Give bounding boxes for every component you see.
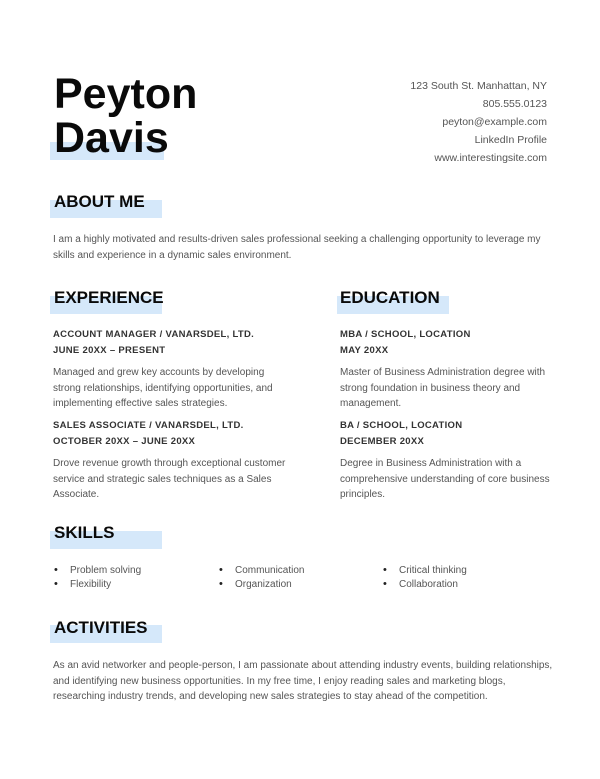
degree-description: Degree in Business Administration with a comprehensive understanding of core business principles. — [340, 458, 550, 500]
experience-job-1 — [53, 327, 288, 412]
skill-item: • Collaboration — [383, 578, 533, 592]
contact-website[interactable]: www.interestingsite.com — [434, 152, 547, 164]
experience-heading: EXPERIENCE — [54, 288, 164, 307]
about-heading: ABOUT ME — [54, 192, 145, 211]
degree-dates: MAY 20XX — [340, 345, 389, 356]
skills-column-1 — [54, 564, 204, 591]
job-dates: JUNE 20XX – PRESENT — [53, 345, 166, 356]
contact-info — [410, 77, 547, 167]
skill-item: • Critical thinking — [383, 564, 533, 578]
skills-column-2 — [219, 564, 369, 591]
education-heading: EDUCATION — [340, 288, 440, 307]
job-description: Drove revenue growth through exceptional customer service and strategic sales techniques as a Sales Associate. — [53, 458, 286, 500]
job-title: ACCOUNT MANAGER / VANARSDEL, LTD. — [53, 329, 255, 340]
activities-text: As an avid networker and people-person, I am passionate about attending industry events, building relationships, and identifying new business opportunities. In my free time, I enjoy reading sales and marketing blogs, researching industry trends, and developing new sales strategies to stay ahead of the competition. — [53, 660, 553, 702]
degree-dates: DECEMBER 20XX — [340, 436, 425, 447]
contact-phone: 805.555.0123 — [482, 98, 547, 110]
skills-heading: SKILLS — [54, 523, 115, 542]
last-name: Davis — [54, 114, 169, 162]
contact-linkedin[interactable]: LinkedIn Profile — [474, 134, 547, 146]
degree-description: Master of Business Administration degree with strong foundation in business theory and management. — [340, 367, 546, 409]
education-degree-2 — [340, 418, 555, 503]
degree-title: BA / SCHOOL, LOCATION — [340, 420, 463, 431]
skill-item: • Organization — [219, 578, 369, 592]
contact-address: 123 South St. Manhattan, NY — [410, 80, 547, 92]
skill-item: • Flexibility — [54, 578, 204, 592]
skill-item: • Problem solving — [54, 564, 204, 578]
education-degree-1 — [340, 327, 555, 412]
contact-email[interactable]: peyton@example.com — [442, 116, 547, 128]
skill-item: • Communication — [219, 564, 369, 578]
experience-job-2 — [53, 418, 288, 503]
skills-column-3 — [383, 564, 533, 591]
candidate-name — [54, 72, 197, 160]
job-title: SALES ASSOCIATE / VANARSDEL, LTD. — [53, 420, 244, 431]
degree-title: MBA / SCHOOL, LOCATION — [340, 329, 471, 340]
job-description: Managed and grew key accounts by developing strong relationships, identifying opportunities, and implementing effective sales strategies. — [53, 367, 273, 409]
first-name: Peyton — [54, 70, 198, 118]
job-dates: OCTOBER 20XX – JUNE 20XX — [53, 436, 196, 447]
about-text: I am a highly motivated and results-driven sales professional seeking a challenging opportunity to leverage my skills and experience in a dynamic sales environment. — [53, 234, 541, 261]
activities-heading: ACTIVITIES — [54, 618, 148, 637]
